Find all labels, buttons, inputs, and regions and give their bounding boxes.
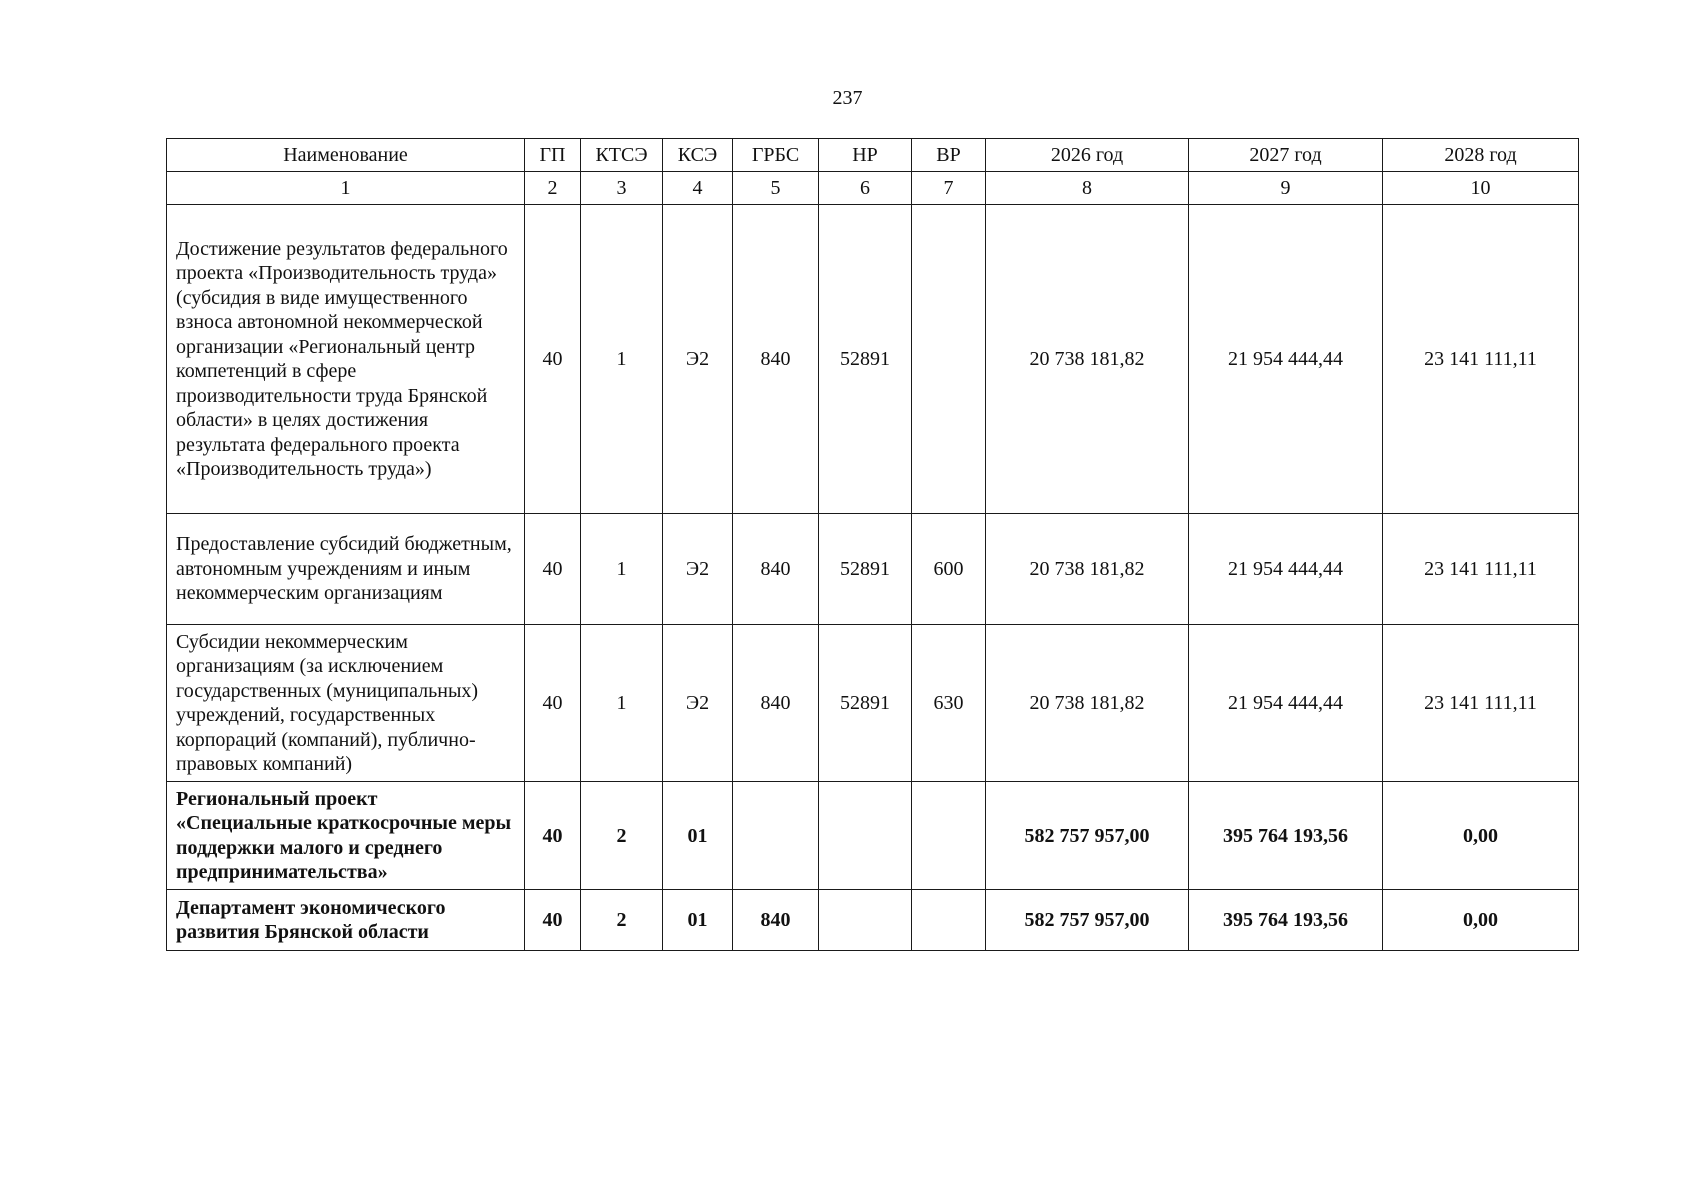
column-number-row xyxy=(167,172,1579,205)
cell-nr xyxy=(819,782,912,890)
cell-nr: 52891 xyxy=(819,205,912,514)
cell-gp: 40 xyxy=(525,514,581,625)
column-header-grbs: ГРБС xyxy=(733,139,819,172)
cell-kse: Э2 xyxy=(663,205,733,514)
cell-2027: 21 954 444,44 xyxy=(1189,514,1383,625)
column-number: 10 xyxy=(1383,172,1579,205)
cell-2027: 21 954 444,44 xyxy=(1189,205,1383,514)
cell-ktse: 1 xyxy=(581,625,663,782)
cell-vr xyxy=(912,782,986,890)
column-number: 1 xyxy=(167,172,525,205)
row-name: Субсидии некоммерческим организациям (за исключением государственных (муниципальных) учреждений, государственных корпораций (компаний), публично-правовых компаний) xyxy=(167,625,525,782)
column-header-kse: КСЭ xyxy=(663,139,733,172)
column-header-nr: НР xyxy=(819,139,912,172)
cell-kse: 01 xyxy=(663,890,733,951)
cell-2028: 23 141 111,11 xyxy=(1383,625,1579,782)
cell-kse: Э2 xyxy=(663,625,733,782)
cell-grbs: 840 xyxy=(733,205,819,514)
table-row xyxy=(167,514,1579,625)
column-number: 5 xyxy=(733,172,819,205)
cell-vr: 630 xyxy=(912,625,986,782)
cell-nr: 52891 xyxy=(819,514,912,625)
cell-ktse: 2 xyxy=(581,782,663,890)
cell-gp: 40 xyxy=(525,890,581,951)
column-header-2026: 2026 год xyxy=(986,139,1189,172)
column-header-2027: 2027 год xyxy=(1189,139,1383,172)
cell-nr xyxy=(819,890,912,951)
cell-2026: 20 738 181,82 xyxy=(986,514,1189,625)
column-header-name: Наименование xyxy=(167,139,525,172)
cell-2027: 21 954 444,44 xyxy=(1189,625,1383,782)
table-row xyxy=(167,205,1579,514)
column-header-vr: ВР xyxy=(912,139,986,172)
table-row-regional-project xyxy=(167,782,1579,890)
cell-gp: 40 xyxy=(525,625,581,782)
row-name: Региональный проект «Специальные краткосрочные меры поддержки малого и среднего предпринимательства» xyxy=(167,782,525,890)
cell-ktse: 1 xyxy=(581,205,663,514)
column-number: 9 xyxy=(1189,172,1383,205)
column-number: 8 xyxy=(986,172,1189,205)
cell-grbs: 840 xyxy=(733,890,819,951)
column-number: 3 xyxy=(581,172,663,205)
cell-vr xyxy=(912,890,986,951)
cell-2028: 23 141 111,11 xyxy=(1383,205,1579,514)
cell-kse: Э2 xyxy=(663,514,733,625)
cell-2028: 23 141 111,11 xyxy=(1383,514,1579,625)
table-row-department xyxy=(167,890,1579,951)
cell-ktse: 1 xyxy=(581,514,663,625)
cell-gp: 40 xyxy=(525,782,581,890)
cell-nr: 52891 xyxy=(819,625,912,782)
budget-table xyxy=(166,138,1579,951)
header-row xyxy=(167,139,1579,172)
column-number: 2 xyxy=(525,172,581,205)
page-number: 237 xyxy=(832,87,863,109)
cell-kse: 01 xyxy=(663,782,733,890)
column-header-2028: 2028 год xyxy=(1383,139,1579,172)
column-number: 4 xyxy=(663,172,733,205)
cell-vr xyxy=(912,205,986,514)
column-number: 7 xyxy=(912,172,986,205)
column-number: 6 xyxy=(819,172,912,205)
cell-gp: 40 xyxy=(525,205,581,514)
cell-grbs: 840 xyxy=(733,514,819,625)
cell-2028: 0,00 xyxy=(1383,782,1579,890)
cell-ktse: 2 xyxy=(581,890,663,951)
cell-grbs xyxy=(733,782,819,890)
row-name: Предоставление субсидий бюджетным, автономным учреждениям и иным некоммерческим организациям xyxy=(167,514,525,625)
cell-vr: 600 xyxy=(912,514,986,625)
table-row xyxy=(167,625,1579,782)
column-header-gp: ГП xyxy=(525,139,581,172)
cell-grbs: 840 xyxy=(733,625,819,782)
cell-2027: 395 764 193,56 xyxy=(1189,782,1383,890)
cell-2026: 582 757 957,00 xyxy=(986,782,1189,890)
row-name: Достижение результатов федерального проекта «Производительность труда» (субсидия в виде имущественного взноса автономной некоммерческой организации «Региональный центр компетенций в сфере производительности труда Брянской области» в целях достижения результата федерального проекта «Производительность труда») xyxy=(167,205,525,514)
column-header-ktse: КТСЭ xyxy=(581,139,663,172)
cell-2026: 582 757 957,00 xyxy=(986,890,1189,951)
cell-2028: 0,00 xyxy=(1383,890,1579,951)
cell-2026: 20 738 181,82 xyxy=(986,205,1189,514)
cell-2026: 20 738 181,82 xyxy=(986,625,1189,782)
row-name: Департамент экономического развития Брянской области xyxy=(167,890,525,951)
cell-2027: 395 764 193,56 xyxy=(1189,890,1383,951)
